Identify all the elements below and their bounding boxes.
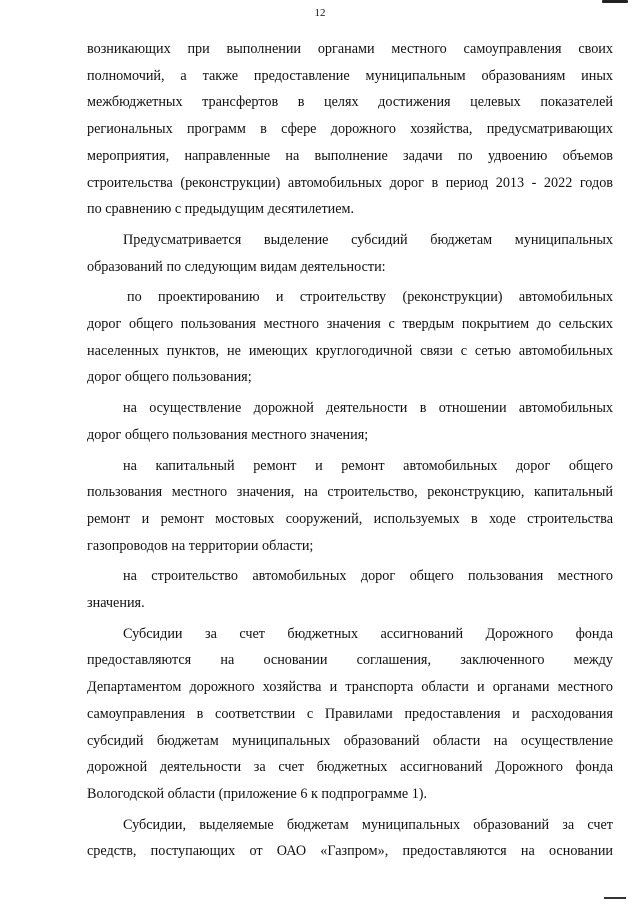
text-line: дорог общего пользования местного значения;	[87, 426, 369, 443]
text-line: Предусматривается выделение субсидий бюджетам муниципальных	[123, 231, 613, 248]
text-line: по проектированию и строительству (реконструкции) автомобильных	[127, 289, 613, 306]
page-number: 12	[314, 7, 326, 19]
text-line: по сравнению с предыдущим десятилетием.	[87, 201, 355, 218]
text-line: газопроводов на территории области;	[87, 537, 314, 554]
text-line: на осуществление дорожной деятельности в отношении автомобильных	[123, 400, 613, 417]
text-line: пользования местного значения, на строительство, реконструкцию, капитальный	[87, 484, 613, 501]
text-line: на строительство автомобильных дорог общего пользования местного	[123, 568, 613, 585]
text-line: межбюджетных трансфертов в целях достижения целевых показателей	[87, 94, 613, 111]
text-line: населенных пунктов, не имеющих круглогодичной связи с сетью автомобильных	[87, 342, 613, 359]
text-line: Субсидии, выделяемые бюджетам муниципальных образований за счет	[123, 816, 613, 833]
text-line: субсидий бюджетам муниципальных образований области на осуществление	[87, 732, 613, 749]
text-line: ремонт и ремонт мостовых сооружений, используемых в ходе строительства	[87, 510, 613, 527]
text-line: предоставляются на основании соглашения, заключенного между	[87, 652, 613, 669]
text-line: образований по следующим видам деятельности:	[87, 258, 386, 275]
text-line: Вологодской области (приложение 6 к подпрограмме 1).	[87, 785, 428, 802]
body-text	[87, 36, 613, 865]
text-line: средств, поступающих от ОАО «Газпром», предоставляются на основании	[87, 843, 613, 860]
text-line: на капитальный ремонт и ремонт автомобильных дорог общего	[123, 457, 613, 474]
text-line: дорог общего пользования местного значения с твердым покрытием до сельских	[87, 316, 613, 333]
text-line: мероприятия, направленные на выполнение задачи по удвоению объемов	[87, 147, 613, 164]
scan-mark	[604, 897, 626, 899]
text-line: полномочий, а также предоставление муниципальным образованиям иных	[87, 67, 613, 84]
scan-mark	[602, 0, 628, 3]
text-line: Департаментом дорожного хозяйства и транспорта области и органами местного	[87, 679, 613, 696]
text-line: региональных программ в сфере дорожного хозяйства, предусматривающих	[87, 121, 613, 138]
text-line: значения.	[87, 595, 145, 612]
text-line: дорожной деятельности за счет бюджетных ассигнований Дорожного фонда	[87, 759, 613, 776]
text-line: самоуправления в соответствии с Правилами предоставления и расходования	[87, 705, 613, 722]
text-line: строительства (реконструкции) автомобильных дорог в период 2013 - 2022 годов	[87, 174, 613, 191]
text-line: возникающих при выполнении органами местного самоуправления своих	[87, 41, 613, 57]
text-line: Субсидии за счет бюджетных ассигнований Дорожного фонда	[123, 625, 613, 642]
text-line: дорог общего пользования;	[87, 369, 252, 386]
